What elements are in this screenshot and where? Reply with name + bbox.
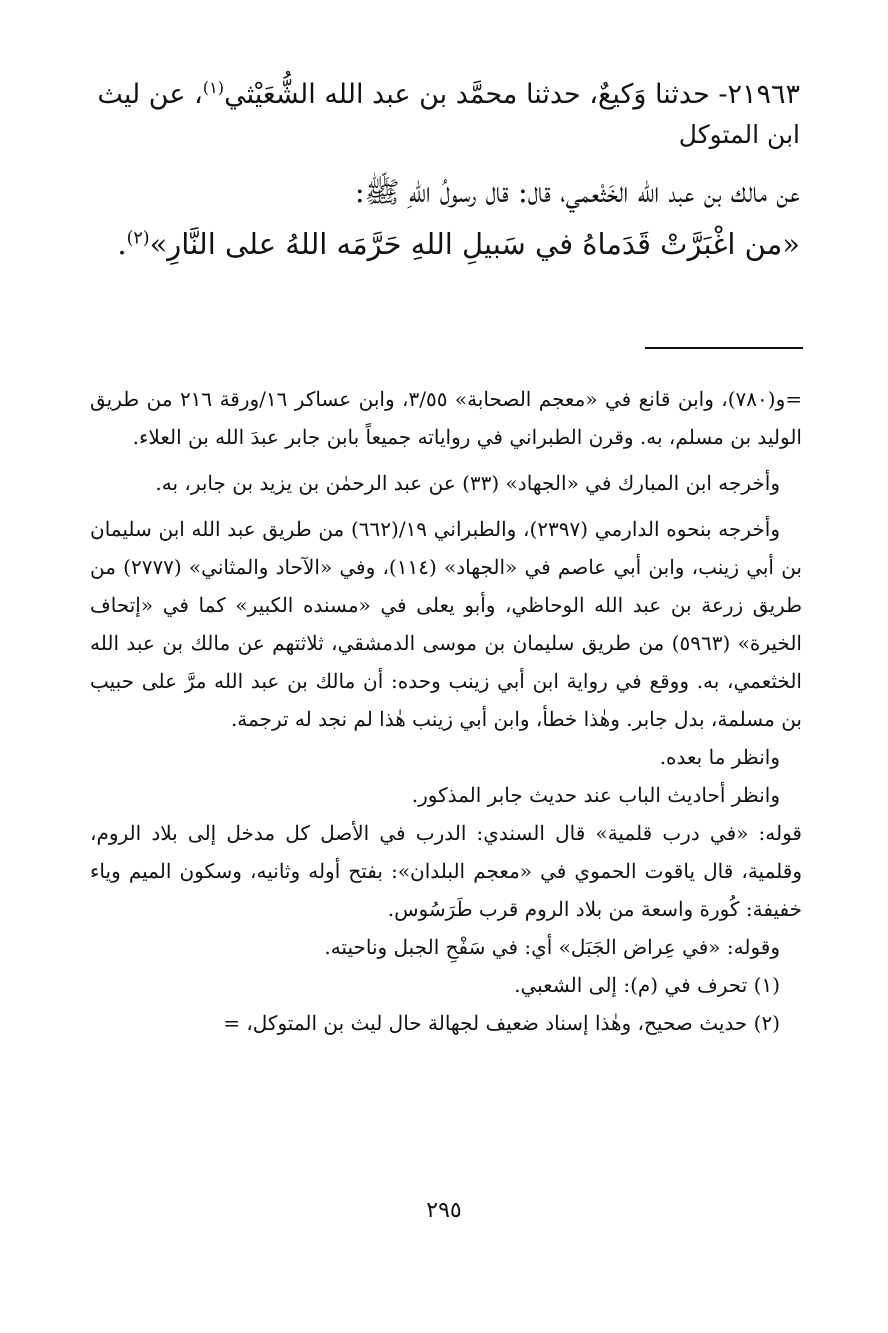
note-paragraph-6: قوله: «في درب قلمية» قال السندي: الدرب في الأصل كل مدخل إلى بلاد الروم، وقلمية، قال ياقوت الحموي في «معجم البلدان»: بفتح أوله وثانيه، وسكون الميم وياء خفيفة: كُورة واسعة من بلاد الروم قرب طَرَسُوس.: [90, 821, 802, 921]
hadith-matn-end: .: [117, 227, 127, 261]
hadith-matn-line-1: عن مالك بن عبد الله الخَثْعمي، قال: قال رسولُ اللهِ ﷺ:: [354, 175, 800, 209]
footnote-ref-2: (٢): [126, 228, 150, 249]
hadith-matn-line-2: «من اغْبَرَّتْ قَدَماهُ في سَبيلِ اللهِ حَرَّمَه اللهُ على النَّارِ»: [149, 227, 800, 261]
hadith-isnad-end: ، عن ليث: [97, 79, 203, 110]
hadith-isnad: [88, 72, 800, 118]
footnote-ref-1: (١): [202, 78, 225, 97]
note-paragraph-4: وانظر ما بعده.: [659, 745, 780, 769]
page-number: ٢٩٥: [426, 1198, 462, 1223]
footnote-2: (٢) حديث صحيح، وهٰذا إسناد ضعيف لجهالة حال ليث بن المتوكل، =: [223, 1011, 780, 1035]
note-paragraph-2: وأخرجه ابن المبارك في «الجهاد» (٣٣) عن عبد الرحمٰن بن يزيد بن جابر، به.: [155, 471, 780, 495]
footnote-separator: [645, 347, 803, 349]
note-paragraph-3: وأخرجه بنحوه الدارمي (٢٣٩٧)، والطبراني ١٩/(٦٦٢) من طريق عبد الله ابن سليمان بن أبي زينب، وابن أبي عاصم في «الجهاد» (١١٤)، وفي «الآحاد والمثاني» (٢٧٧٧) من طريق زرعة بن عبد الله الوحاظي، وأبو يعلى في «مسنده الكبير» كما في «إتحاف الخيرة» (٥٩٦٣) من طريق سليمان بن موسى الدمشقي، ثلاثتهم عن مالك بن عبد الله الخثعمي، به. ووقع في رواية ابن أبي زينب وحده: أن مالك بن عبد الله مرَّ على حبيب بن مسلمة، بدل جابر. وهٰذا خطأ، وابن أبي زينب هٰذا لم نجد له ترجمة.: [90, 517, 802, 731]
hadith-isnad-continuation: ابن المتوكل: [678, 120, 800, 149]
footnote-1: (١) تحرف في (م): إلى الشعبي.: [514, 973, 780, 997]
hadith-isnad-text: ٢١٩٦٣- حدثنا وَكيعٌ، حدثنا محمَّد بن عبد الله الشُّعَيْثي: [224, 79, 800, 110]
note-paragraph-7: وقوله: «في عِراض الجَبَل» أي: في سَفْحِ الجبل وناحيته.: [324, 935, 780, 959]
note-paragraph-1: =و(٧٨٠)، وابن قانع في «معجم الصحابة» ٣/٥٥، وابن عساكر ١٦/ورقة ٢١٦ من طريق الوليد بن مسلم، به. وقرن الطبراني في رواياته جميعاً بابن جابر عبدَ الله بن العلاء.: [90, 387, 802, 449]
note-paragraph-5: وانظر أحاديث الباب عند حديث جابر المذكور.: [411, 783, 780, 807]
hadith-matn: [88, 166, 800, 270]
footnotes: [90, 380, 802, 1042]
hadith-block: [88, 72, 800, 270]
